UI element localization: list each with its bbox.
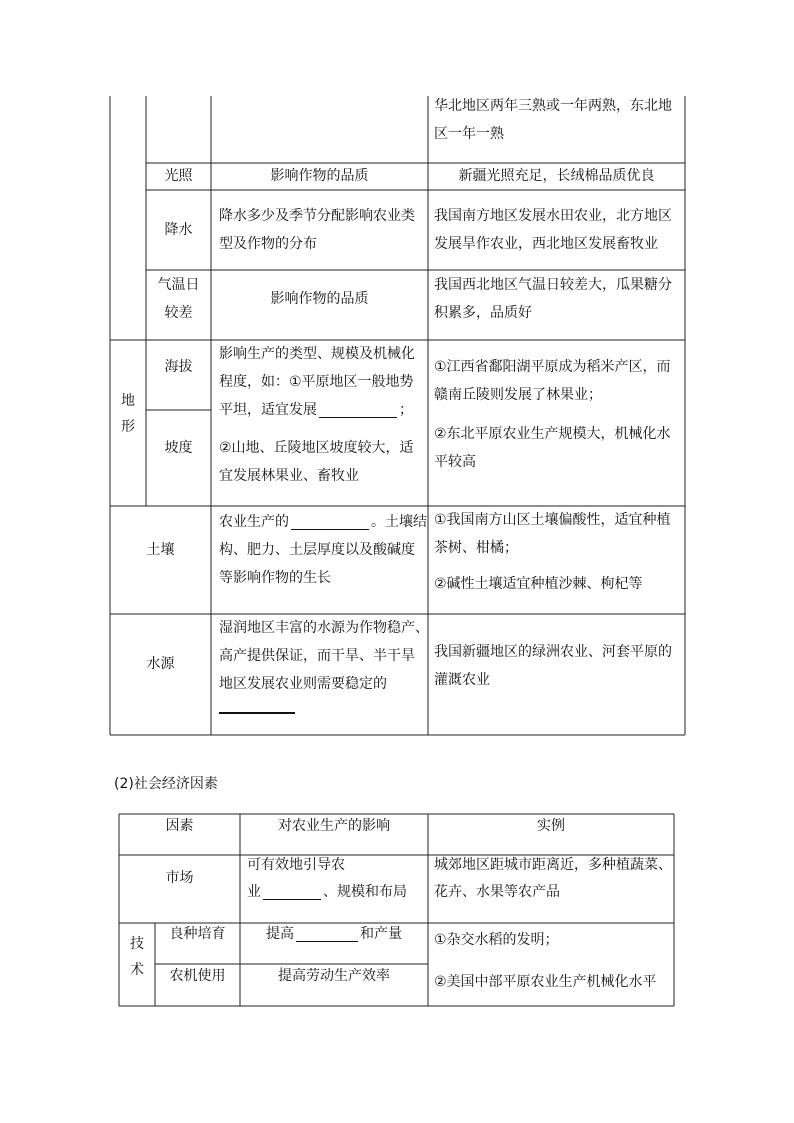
example-market-l2: 花卉、水果等农产品 bbox=[434, 884, 560, 900]
example-market-l1: 城郊地区距城市距离近，多种植蔬菜、 bbox=[434, 857, 672, 873]
header-example: 实例 bbox=[537, 818, 565, 834]
fill-blank[interactable] bbox=[291, 511, 369, 530]
impact-temp: 影响作物的品质 bbox=[270, 291, 369, 307]
section-heading: (2)社会经济因素 bbox=[114, 776, 218, 792]
impact-terrain-l1: 影响生产的类型、规模及机械化 bbox=[219, 346, 415, 362]
fill-blank[interactable] bbox=[296, 923, 358, 942]
example-terrain-l3: ②东北平原农业生产规模大，机械化水 bbox=[434, 426, 671, 442]
example-rain-l2: 发展旱作农业，西北地区发展畜牧业 bbox=[434, 236, 658, 252]
fill-blank[interactable] bbox=[263, 881, 321, 900]
impact-rain-l1: 降水多少及季节分配影响农业类 bbox=[219, 208, 415, 224]
cell-example-continuation-l1: 华北地区两年三熟或一年两熟，东北地 bbox=[434, 98, 672, 114]
factor-temp-l2: 较差 bbox=[164, 305, 193, 321]
fill-blank[interactable] bbox=[219, 694, 295, 714]
impact-terrain-l3: 平坦，适宜发展 ； bbox=[219, 396, 413, 424]
factor-temp-l1: 气温日 bbox=[157, 277, 200, 293]
example-tech-l1: ①杂交水稻的发明； bbox=[434, 932, 559, 948]
cell-example-continuation-l2: 区一年一熟 bbox=[434, 126, 504, 142]
sub-machinery: 农机使用 bbox=[169, 968, 226, 984]
group-tech-l2: 术 bbox=[130, 962, 144, 978]
impact-market-l1: 可有效地引导农 bbox=[247, 857, 345, 873]
impact-terrain-l2: 程度，如：①平原地区一般地势 bbox=[219, 374, 414, 390]
example-water-l2: 灌溉农业 bbox=[434, 672, 490, 688]
impact-water-l3: 地区发展农业则需要稳定的 bbox=[219, 676, 387, 692]
fill-blank[interactable] bbox=[319, 399, 397, 418]
impact-light: 影响作物的品质 bbox=[270, 168, 369, 184]
example-rain-l1: 我国南方地区发展水田农业，北方地区 bbox=[434, 208, 672, 224]
sub-slope: 坡度 bbox=[164, 440, 193, 456]
example-soil-l3: ②碱性土壤适宜种植沙棘、枸杞等 bbox=[434, 576, 643, 592]
impact-machinery: 提高劳动生产效率 bbox=[278, 968, 390, 984]
impact-water-l2: 高产提供保证，而干旱、半干旱 bbox=[219, 648, 415, 664]
example-tech-l2: ②美国中部平原农业生产机械化水平 bbox=[434, 974, 657, 990]
factor-water: 水源 bbox=[146, 656, 175, 672]
group-terrain-l2: 形 bbox=[121, 419, 135, 435]
impact-soil-l1: 农业生产的 。土壤结 bbox=[219, 508, 427, 536]
impact-water-l1: 湿润地区丰富的水源为作物稳产、 bbox=[219, 620, 429, 636]
impact-terrain-l5: 宜发展林果业、畜牧业 bbox=[219, 468, 359, 484]
factor-soil: 土壤 bbox=[146, 542, 175, 558]
factor-market: 市场 bbox=[165, 870, 194, 886]
example-temp-l2: 积累多，品质好 bbox=[434, 305, 532, 321]
header-factor: 因素 bbox=[165, 818, 194, 834]
impact-terrain-l4: ②山地、丘陵地区坡度较大，适 bbox=[219, 440, 414, 456]
impact-seed-breeding: 提高 和产量 bbox=[240, 920, 428, 948]
factor-light: 光照 bbox=[164, 168, 193, 184]
header-impact: 对农业生产的影响 bbox=[278, 818, 390, 834]
example-terrain-l4: 平较高 bbox=[434, 454, 476, 470]
sub-altitude: 海拔 bbox=[164, 359, 193, 375]
impact-water-blank bbox=[219, 694, 295, 724]
example-soil-l1: ①我国南方山区土壤偏酸性，适宜种植 bbox=[434, 512, 671, 528]
group-tech-l1: 技 bbox=[130, 936, 144, 952]
group-terrain-l1: 地 bbox=[121, 393, 135, 409]
example-terrain-l1: ①江西省鄱阳湖平原成为稻米产区，而 bbox=[434, 359, 671, 375]
impact-soil-l2: 构、肥力、土层厚度以及酸碱度 bbox=[219, 542, 415, 558]
factor-rain: 降水 bbox=[164, 222, 193, 238]
example-water-l1: 我国新疆地区的绿洲农业、河套平原的 bbox=[434, 644, 672, 660]
example-soil-l2: 茶树、柑橘； bbox=[434, 540, 518, 556]
impact-rain-l2: 型及作物的分布 bbox=[219, 236, 317, 252]
impact-soil-l3: 等影响作物的生长 bbox=[219, 570, 331, 586]
example-light: 新疆光照充足，长绒棉品质优良 bbox=[458, 168, 655, 184]
example-temp-l1: 我国西北地区气温日较差大，瓜果糖分 bbox=[434, 277, 672, 293]
example-terrain-l2: 赣南丘陵则发展了林果业； bbox=[434, 387, 602, 403]
impact-market-l2: 业 、规模和布局 bbox=[247, 878, 407, 906]
sub-seed-breeding: 良种培育 bbox=[169, 926, 226, 942]
